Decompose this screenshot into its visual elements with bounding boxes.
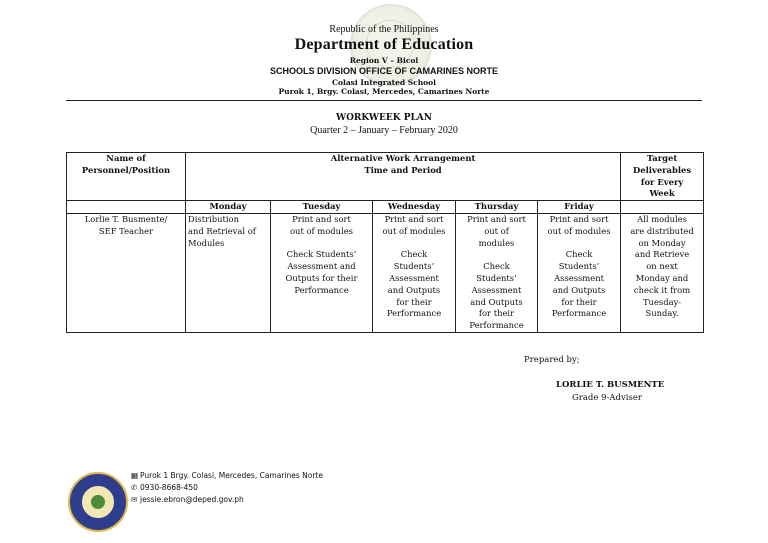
footer-email [131,495,244,504]
prepared-by-label: Prepared by; [524,355,580,365]
school-name: Colasi Integrated School [332,78,436,87]
day-friday: Friday [538,201,621,214]
division-line: SCHOOLS DIVISION OFFICE OF CAMARINES NORTE [269,66,498,76]
table-row [67,213,704,332]
blank-cell [621,201,704,214]
school-logo [68,472,128,532]
day-tuesday: Tuesday [271,201,373,214]
workweek-plan-table [66,152,704,333]
footer-email-text: jessie.ebron@deped.gov.ph [140,495,244,504]
blank-cell [67,201,186,214]
footer-phone-text: 0930-8668-450 [140,483,198,492]
department-title: Department of Education [294,36,474,53]
workweek-plan-title: WORKWEEK PLAN [335,113,433,123]
footer-address-text: Purok 1 Brgy. Colasi, Mercedes, Camarines Norte [140,471,323,480]
personnel-cell: Lorlie T. Busmente/ SEF Teacher [67,213,186,332]
days-row [67,201,704,214]
personnel-column-header: Name of Personnel/Position [67,153,186,201]
tuesday-task: Print and sort out of modules Check Students’ Assessment and Outputs for their Performance [271,213,373,332]
wednesday-task: Print and sort out of modules Check Students’ Assessment and Outputs for their Performance [373,213,456,332]
target-deliverables: All modules are distributed on Monday and Retrieve on next Monday and check it from Tuesday- Sunday. [621,213,704,332]
arrangement-column-header: Alternative Work Arrangement Time and Period [186,153,621,201]
footer-address [131,471,323,480]
thursday-task: Print and sort out of modules Check Students’ Assessment and Outputs for their Performance [456,213,538,332]
signer-position: Grade 9-Adviser [572,393,642,403]
email-icon: ✉ [131,495,138,504]
table-header-row [67,153,704,201]
region-line: Region V – Bicol [349,56,419,65]
plan-period: Quarter 2 – January – February 2020 [310,125,458,136]
signer-name: LORLIE T. BUSMENTE [556,380,665,390]
school-address: Purok 1, Brgy. Colasi, Mercedes, Camarines Norte [278,87,490,96]
day-wednesday: Wednesday [373,201,456,214]
phone-icon: ✆ [131,483,138,492]
building-icon: ▦ [131,471,139,480]
day-monday: Monday [186,201,271,214]
footer-phone [131,483,198,492]
day-thursday: Thursday [456,201,538,214]
target-column-header: Target Deliverables for Every Week [621,153,704,201]
republic-line: Republic of the Philippines [329,24,439,35]
header-divider [66,100,702,101]
friday-task: Print and sort out of modules Check Students’ Assessment and Outputs for their Performance [538,213,621,332]
monday-task: Distribution and Retrieval of Modules [186,213,271,332]
